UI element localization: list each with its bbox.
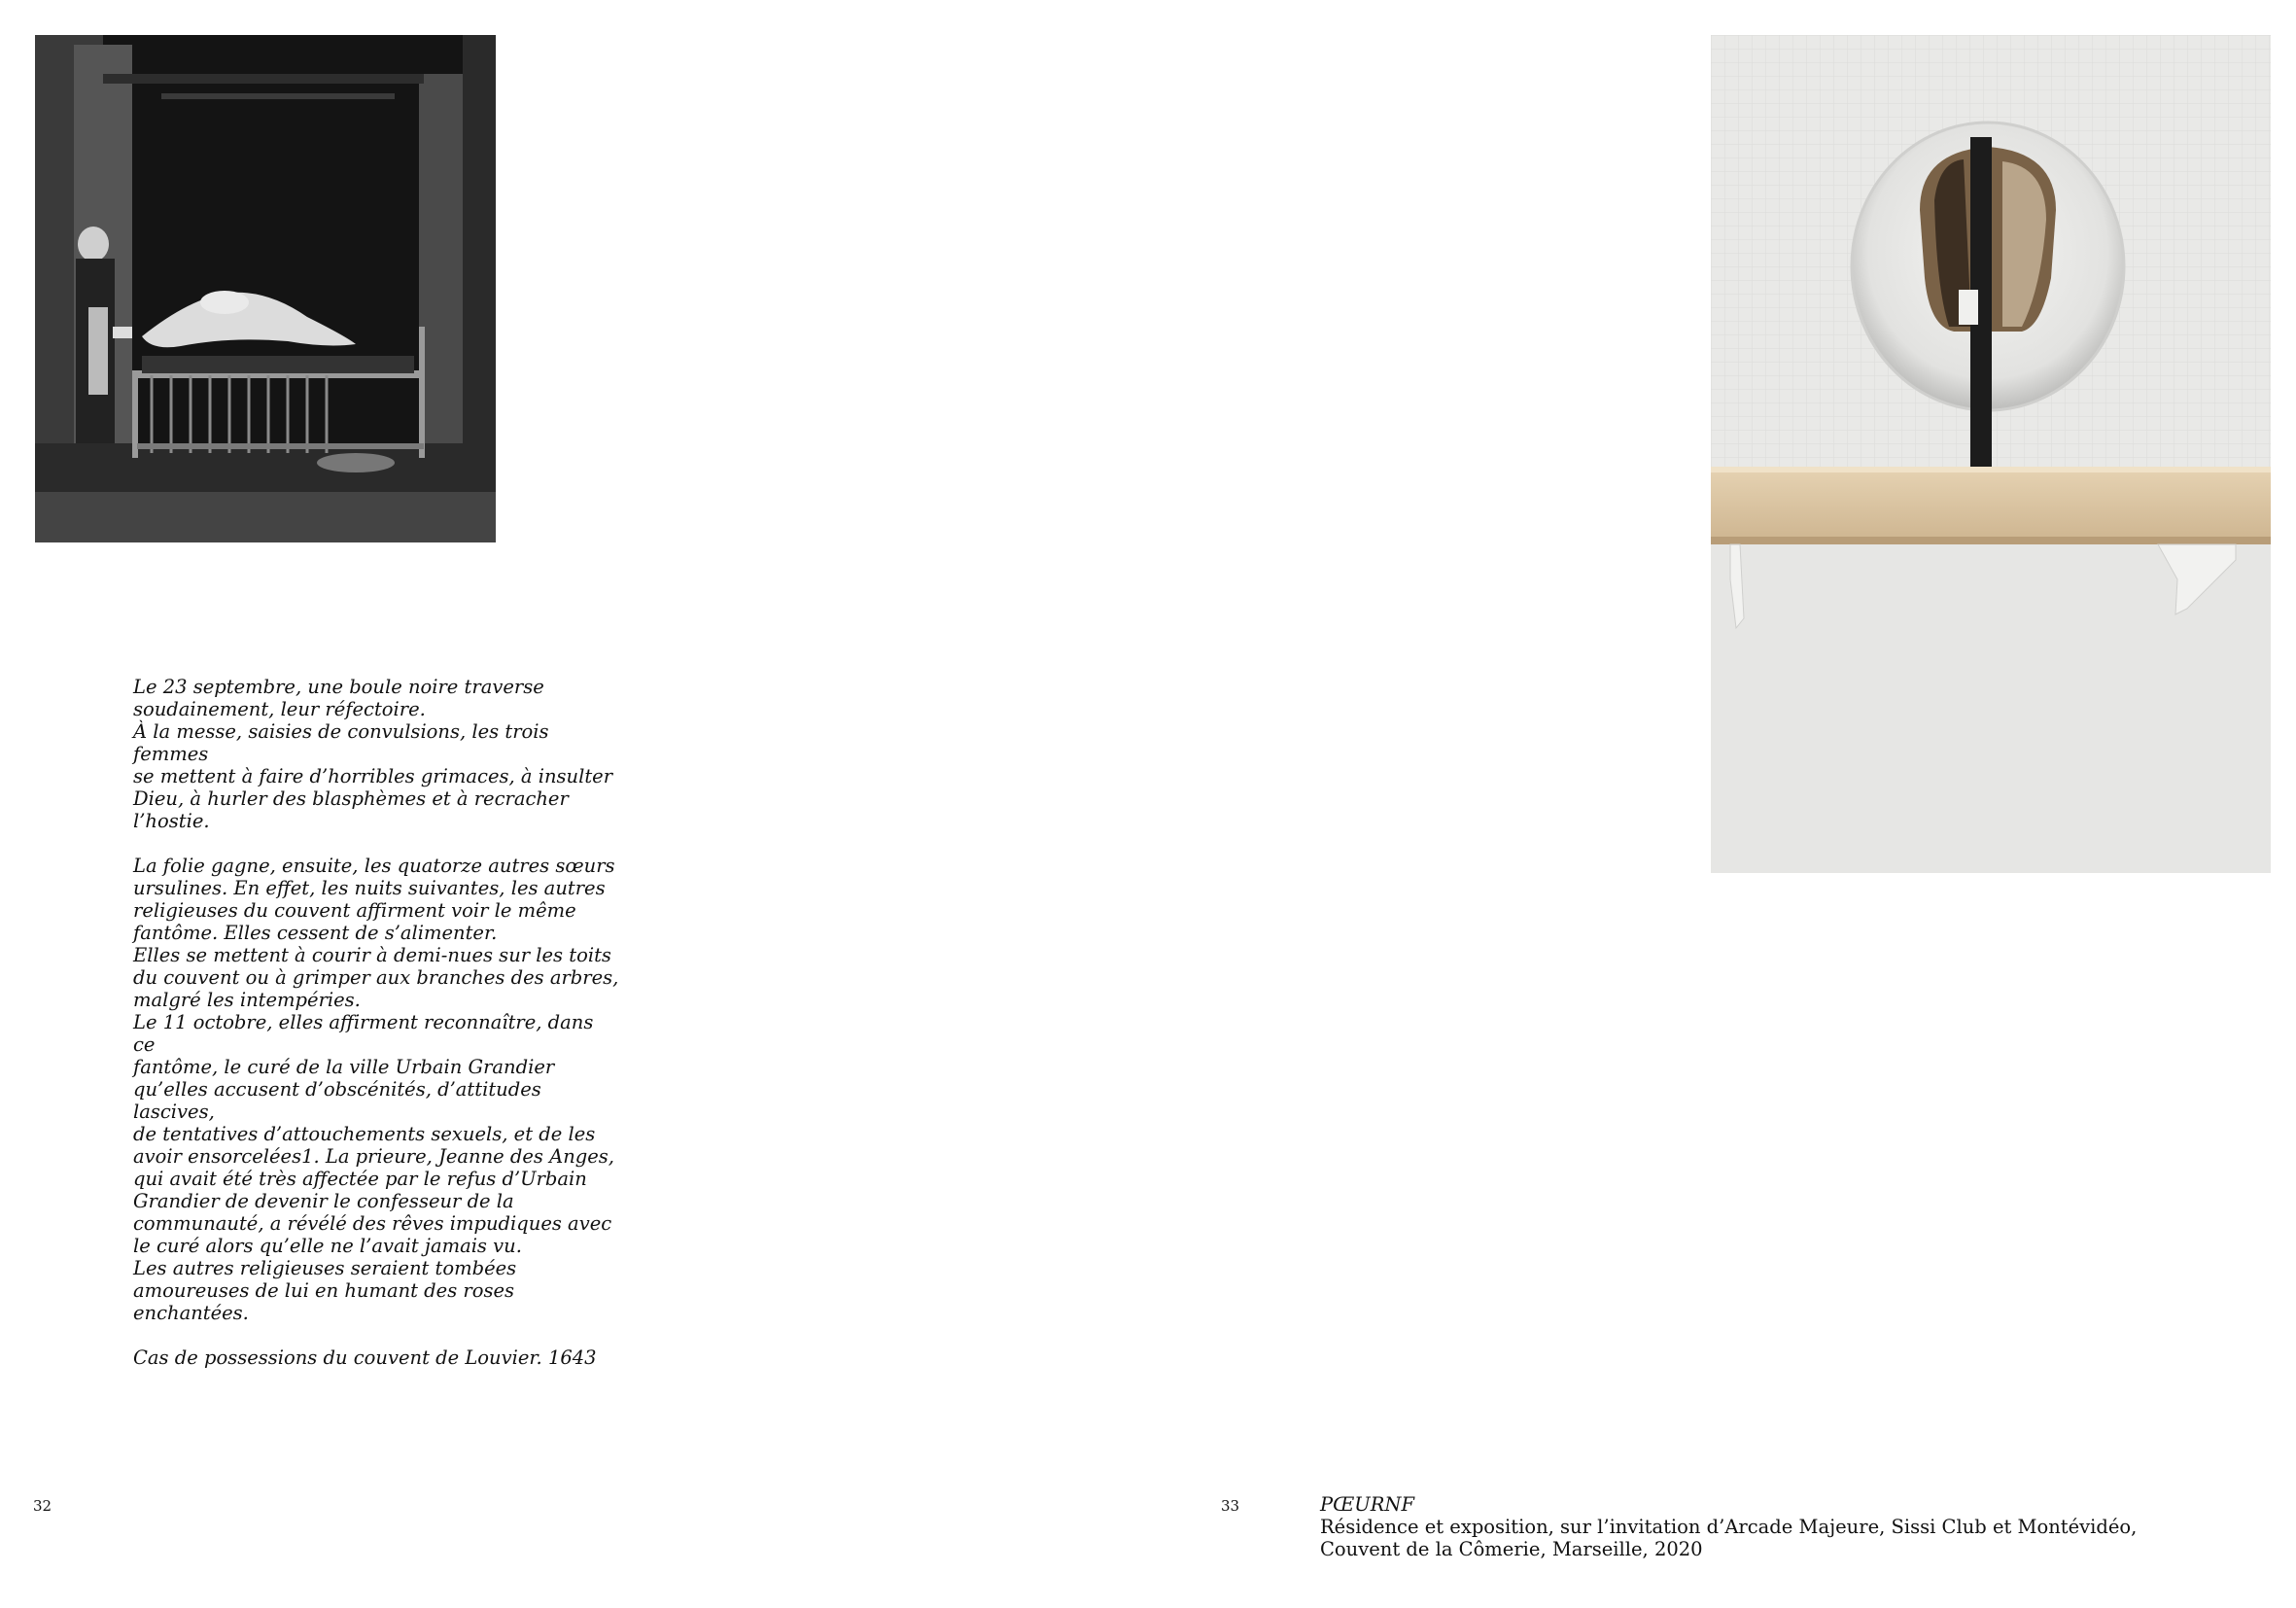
archival-photo <box>35 35 496 542</box>
paragraph-3: Cas de possessions du couvent de Louvier. 1643 <box>133 1346 597 1369</box>
page-number-left: 32 <box>33 1497 52 1515</box>
caption-title: PŒURNF <box>1320 1493 1415 1516</box>
page-number-right: 33 <box>1221 1497 1240 1515</box>
caption-line-1: Résidence et exposition, sur l’invitation d’Arcade Majeure, Sissi Club et Montévidéo, <box>1320 1516 2138 1538</box>
artwork-caption <box>1320 1493 2195 1560</box>
archival-photo-graphic <box>35 35 496 542</box>
paragraph-2: La folie gagne, ensuite, les quatorze autres sœurs ursulines. En effet, les nuits suivantes, les autres religieuses du couvent affirment voir le même fantôme. Elles cessent de s’alimenter. Elles se mettent à courir à demi-nues sur les toits du couvent ou à grimper aux branches des arbres, malgré les intempéries. Le 11 octobre, elles affirment reconnaître, dans ce fantôme, le curé de la ville Urbain Grandier qu’elles accusent d’obscénités, d’attitudes lascives, de tentatives d’attouchements sexuels, et de les avoir ensorcelées1. La prieure, Jeanne des Anges, qui avait été très affectée par le refus d’Urbain Grandier de devenir le confesseur de la communauté, a révélé des rêves impudiques avec le curé alors qu’elle ne l’avait jamais vu. Les autres religieuses seraient tombées amoureuses de lui en humant des roses enchantées. <box>133 855 619 1324</box>
caption-line-2: Couvent de la Cômerie, Marseille, 2020 <box>1320 1538 1703 1560</box>
paragraph-1: Le 23 septembre, une boule noire traverse soudainement, leur réfectoire. À la messe, saisies de convulsions, les trois femmes se mettent à faire d’horribles grimaces, à insulter Dieu, à hurler des blasphèmes et à recracher l’hostie. <box>133 676 613 832</box>
artwork-photo <box>1711 35 2271 873</box>
artwork-photo-graphic <box>1711 35 2271 873</box>
body-text <box>133 676 619 1369</box>
